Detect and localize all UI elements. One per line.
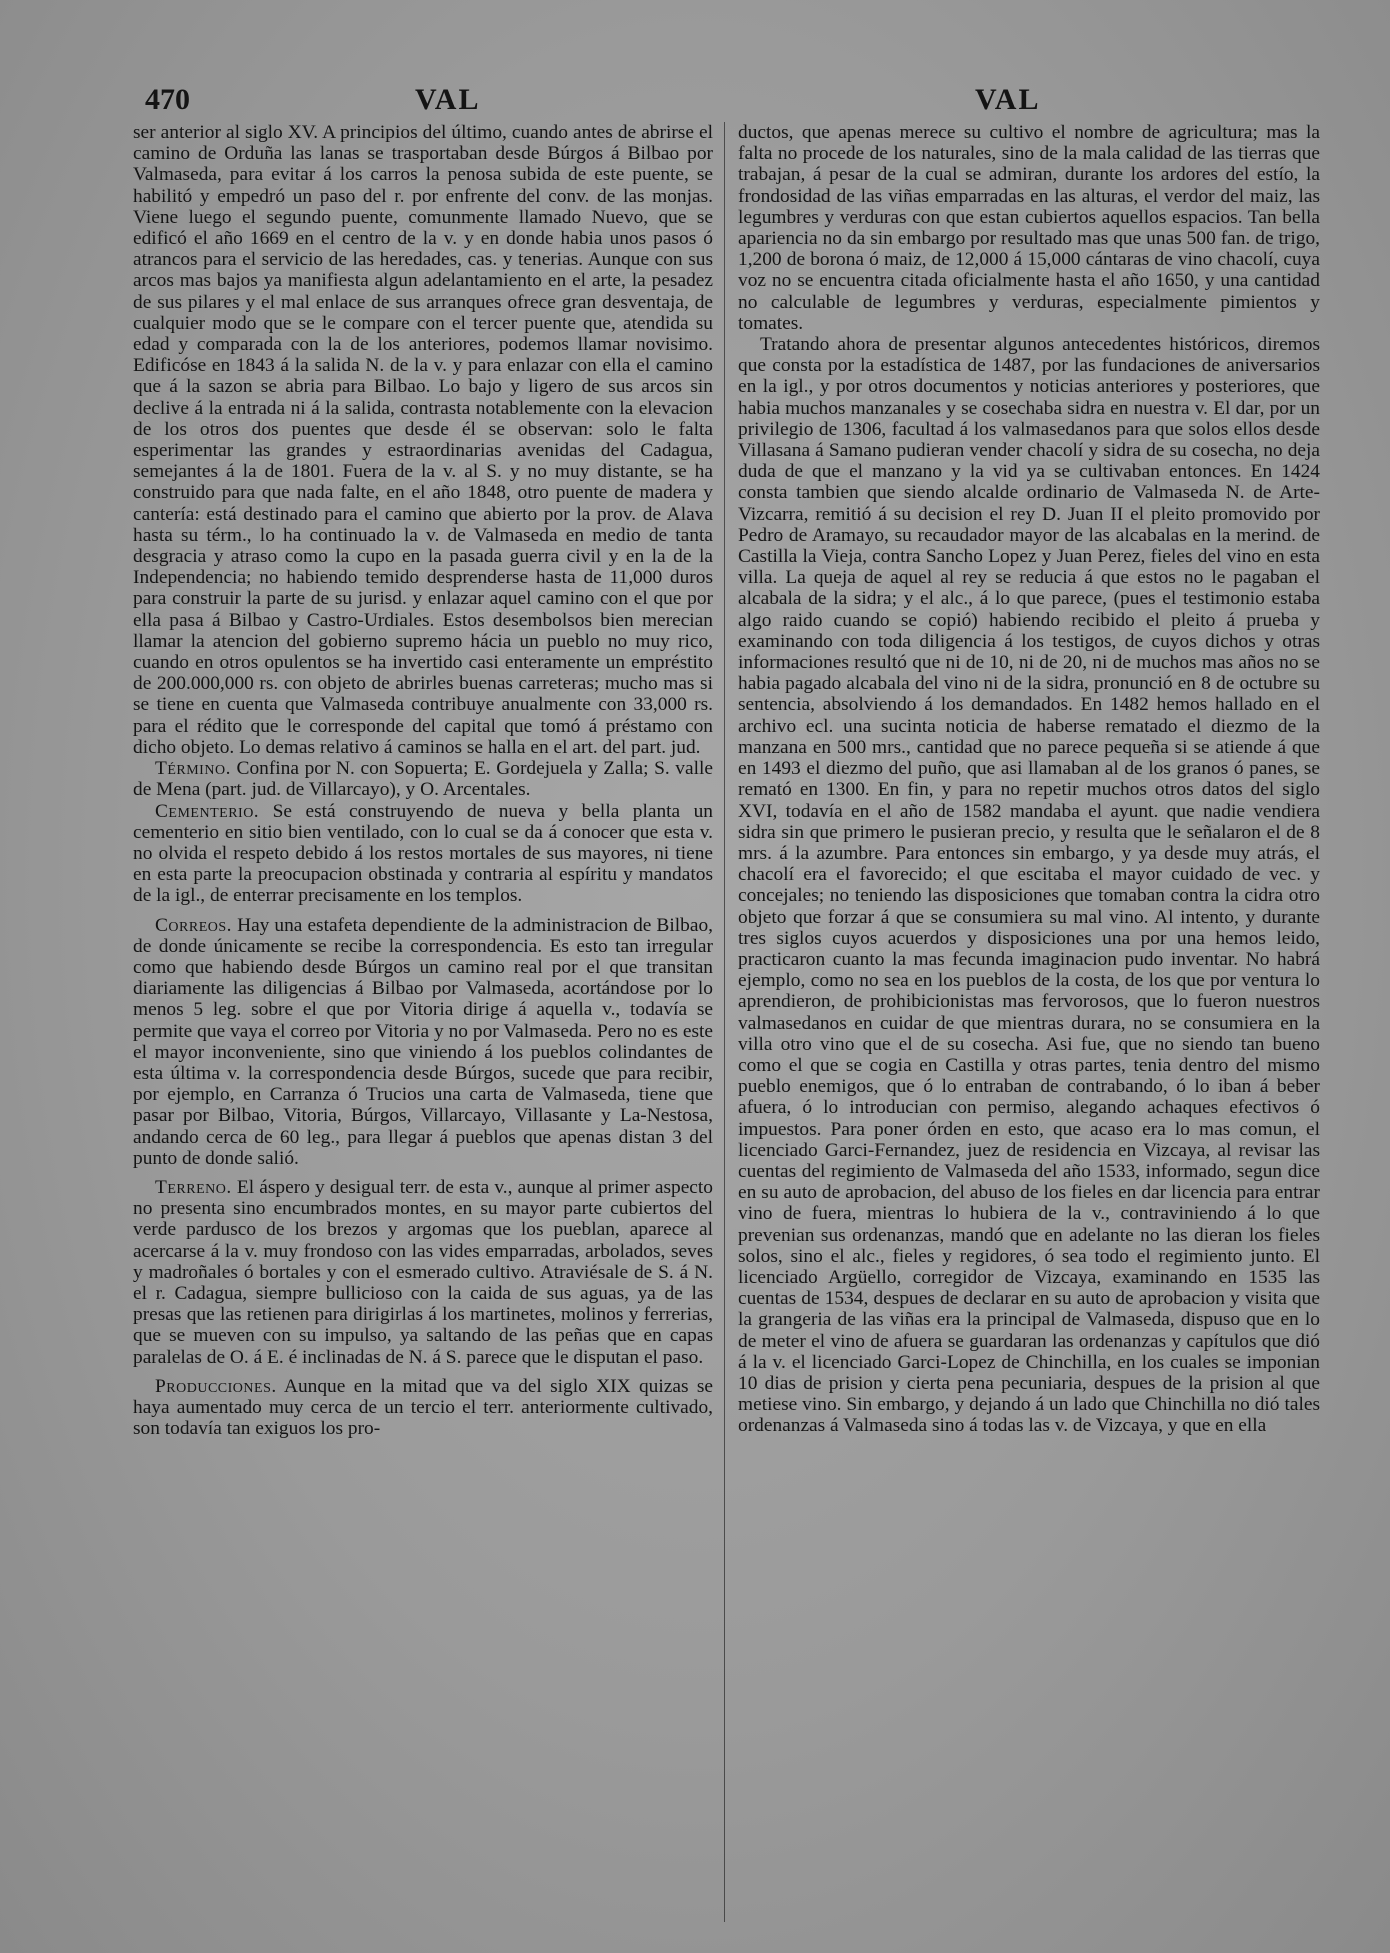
page-header [145,82,1295,118]
producciones-section [133,1376,713,1440]
termino-section [133,758,713,800]
terreno-label: Terreno. [155,1176,232,1198]
left-running-heading: VAL [415,83,481,116]
column-divider [724,122,725,1922]
producciones-text: Aunque en la mitad que va del siglo XIX quizas se haya aumentado muy cerca de un tercio el terr. anteriormente cultivado, son todavía tan exiguos los pro- [133,1375,713,1440]
terreno-section [133,1177,713,1368]
bridges-paragraph: ser anterior al siglo XV. A principios del último, cuando antes de abrirse el camino de Orduña las lanas se trasportaban desde Búrgos á Bilbao por Valmaseda, para evitar á los carros la penosa subida de este puente, se habilitó y empedró un paso del r. por enfrente del conv. de las monjas. Viene luego el segundo puente, comunmente llamado Nuevo, que se edificó el año 1669 en el centro de la v. y en donde habia unos pasos ó atrancos para el servicio de las heredades, cas. y tenerias. Aunque con sus arcos mas bajos ya manifiesta algun adelantamiento en el arte, la pesadez de sus pilares y el mal enlace de sus arranques ofrece gran desventaja, de cualquier modo que se le compare con el tercer puente que, atendida su edad y comparada con la de los anteriores, podemos llamar novisimo. Edificóse en 1843 á la salida N. de la v. y para enlazar con ella el camino que á la sazon se abria para Bilbao. Lo bajo y ligero de sus arcos sin declive á la entrada ni á la salida, contrasta notablemente con la elevacion de los otros dos puentes que desde él se observan: solo le falta esperimentar las grandes y estraordinarias avenidas del Cadagua, semejantes á la de 1801. Fuera de la v. al S. y no muy distante, se ha construido para que nada falte, en el año 1848, otro puente de madera y cantería: está destinado para el camino que abierto por la prov. de Alava hasta su térm., lo ha continuado la v. de Valmaseda en medio de tanta desgracia y atraso como la cupo en la pasada guerra civil y en la de la Independencia; no habiendo temido desprenderse hasta de 11,000 duros para construir la parte de su jurisd. y enlazar aquel camino con el que por ella pasa á Bilbao y Castro-Urdiales. Estos desembolsos bien merecian llamar la atencion del gobierno supremo hácia un pueblo no muy rico, cuando en otros opulentos se ha invertido casi enteramente un empréstito de 200.000,000 rs. con objeto de abrirles buenas carreteras; mucho mas si se tiene en cuenta que Valmaseda contribuye anualmente con 33,000 rs. para el rédito que le corresponde del capital que tomó á préstamo con dicho objeto. Lo demas relativo á caminos se halla en el art. del part. jud. [133,122,713,758]
historia-paragraph: Tratando ahora de presentar algunos antecedentes históricos, diremos que consta por la estadística de 1487, por las fundaciones de aniversarios en la igl., y por otros documentos y noticias anteriores y posteriores, que habia muchos manzanales y se cosechaba sidra en nuestra v. El dar, por un privilegio de 1306, facultad á los valmasedanos para que solos ellos desde Villasana á Samano pudieran vender chacolí y sidra de su cosecha, no deja duda de que el manzano y la vid ya se cultivaban entonces. En 1424 consta tambien que siendo alcalde ordinario de Valmaseda N. de Arte-Vizcarra, remitió á su decision el rey D. Juan II el pleito promovido por Pedro de Aramayo, su recaudador mayor de las alcabalas en la merind. de Castilla la Vieja, contra Sancho Lopez y Juan Perez, fieles del vino en esta villa. La queja de aquel al rey se reducia á que estos no le pagaban el alcabala de la sidra; y el alc., á lo que parece, (pues el testimonio estaba algo raido cuando se copió) habiendo recibido el pleito á prueba y examinando con toda diligencia á los testigos, de cuyos dichos y otras informaciones resultó que ni de 10, ni de 20, ni de muchos mas años no se habia pagado alcabala del vino ni de la sidra, pronunció en 8 de octubre su sentencia, absolviendo á los demandados. En 1482 hemos hallado en el archivo ecl. una sucinta noticia de haberse rematado el diezmo de la manzana en 500 mrs., cantidad que no parece pequeña si se atiende á que en 1493 el diezmo del puño, que asi llamaban al de los granos ó panes, se remató en 1300. En fin, y para no repetir muchos otros datos del siglo XVI, todavía en el año de 1582 mandaba el ayunt. que nadie vendiera sidra sin que primero le pusieran precio, y resulta que le señalaron el de 8 mrs. á la azumbre. Para entonces sin embargo, y ya desde muy atrás, el chacolí era el favorecido; el que escitaba el mayor cuidado de vec. y concejales; no teniendo las disposiciones que tomaban contra la cidra otro objeto que forzar á que se consumiera su mal vino. Al intento, y durante tres siglos cuyos acuerdos y disposiciones una por una hemos leido, practicaron cuanto la mas fecunda imaginacion pudo inventar. No habrá ejemplo, como no sea en los pueblos de la costa, de los que por ventura lo aprendieron, de prohibicionistas mas fervorosos, que lo fueron nuestros valmasedanos en cuidar de que mientras durara, no se consumiera en la villa otro vino que el de su cosecha. Asi fue, que no siendo tan bueno como el que se cogia en Castilla y otras partes, tenia dentro del mismo pueblo enemigos, que ó lo entraban de contrabando, ó lo iban á beber afuera, ó lo introducian con permiso, alegando achaques efectivos ó impuestos. Para poner órden en esto, que acaso era lo mas comun, el licenciado Garci-Fernandez, juez de residencia en Vizcaya, al revisar las cuentas del regimiento de Valmaseda del año 1533, informado, segun dice en su auto de aprobacion, del abuso de los fieles en dar licencia para entrar vino de fuera, mientras lo hubiera de la v., contraviniendo á lo que prevenian sus ordenanzas, mandó que en adelante no las dieran los fieles solos, sino el alc., fieles y regidores, ó sea todo el regimiento junto. El licenciado Argüello, corregidor de Vizcaya, examinando en 1535 las cuentas de 1534, despues de declarar en su auto de aprobacion y visita que la grangeria de las viñas era la principal de Valmaseda, dispuso que en lo de meter el vino de afuera se guardaran las ordenanzas y capítulos que dió á la v. el licenciado Garci-Lopez de Chinchilla, en los cuales se imponian 10 dias de prision y cierta pena pecuniaria, despues de la prision al que metiese vino. Sin embargo, y dejando á un lado que Chinchilla no dió tales ordenanzas á Valmaseda sino á todas las v. de Vizcaya, y que en ella [738,334,1320,1437]
left-column [133,122,713,1922]
page-number: 470 [145,83,190,116]
termino-label: Término. [155,758,231,780]
producciones-label: Producciones. [155,1375,277,1397]
terreno-text: El áspero y desigual terr. de esta v., aunque al primer aspecto no presenta sino encumbrados montes, en su mayor parte cubiertos del verde pardusco de los brezos y argomas que los pueblan, aparece al acercarse á la v. muy frondoso con las vides emparradas, arbolados, seves y madroñales ó bortales y con el esmerado cultivo. Atraviésale de S. á N. el r. Cadagua, siempre bullicioso con la caida de sus aguas, ya de las presas que las retienen para dirigirlas á los martinetes, molinos y ferrerias, que se mueven con su impulso, ya saltando de las peñas que en capas paralelas de O. á E. é inclinadas de N. á S. parece que le disputan el paso. [133,1176,713,1368]
cementerio-section [133,801,713,907]
cementerio-text: Se está construyendo de nueva y bella planta un cementerio en sitio bien ventilado, con lo cual se da á conocer que esta v. no olvida el respeto debido á los restos mortales de sus mayores, ni tiene en esta parte la preocupacion obstinada y contraria al espíritu y mandatos de la igl., de enterrar precisamente en los templos. [133,800,713,907]
correos-section [133,915,713,1169]
termino-text: Confina por N. con Sopuerta; E. Gordejuela y Zalla; S. valle de Mena (part. jud. de Villarcayo), y O. Arcentales. [133,758,713,801]
productos-paragraph: ductos, que apenas merece su cultivo el nombre de agricultura; mas la falta no procede de los naturales, sino de la mala calidad de las tierras que trabajan, á pesar de la cual se admiran, durante los ardores del estío, la frondosidad de las viñas emparradas en las alturas, el verdor del maiz, las legumbres y verduras con que estan cubiertos aquellos espacios. Tan bella apariencia no da sin embargo por resultado mas que unas 500 fan. de trigo, 1,200 de borona ó maiz, de 12,000 á 15,000 cántaras de vino chacolí, cuya voz no se encuentra citada oficialmente hasta el año 1650, y una cantidad no calculable de legumbres y verduras, especialmente pimientos y tomates. [738,122,1320,334]
right-running-heading: VAL [975,83,1041,116]
right-column [738,122,1320,1922]
correos-label: Correos. [155,914,233,936]
correos-text: Hay una estafeta dependiente de la administracion de Bilbao, de donde únicamente se recibe la correspondencia. Es esto tan irregular como que habiendo desde Búrgos un camino real por el que transitan diariamente las diligencias á Bilbao por Valmaseda, acortándose por lo menos 5 leg. sobre el que por Vitoria dirige á aquella v., todavía se permite que vaya el correo por Vitoria y no por Valmaseda. Pero no es este el mayor inconveniente, sino que viniendo á los pueblos colindantes de esta última v. la correspondencia desde Búrgos, sucede que para recibir, por ejemplo, en Carranza ó Trucios una carta de Valmaseda, tiene que pasar por Bilbao, Vitoria, Búrgos, Villarcayo, Villasante y La-Nestosa, andando cerca de 60 leg., para llegar á pueblos que apenas distan 3 del punto de donde salió. [133,914,713,1169]
cementerio-label: Cementerio. [155,800,260,822]
